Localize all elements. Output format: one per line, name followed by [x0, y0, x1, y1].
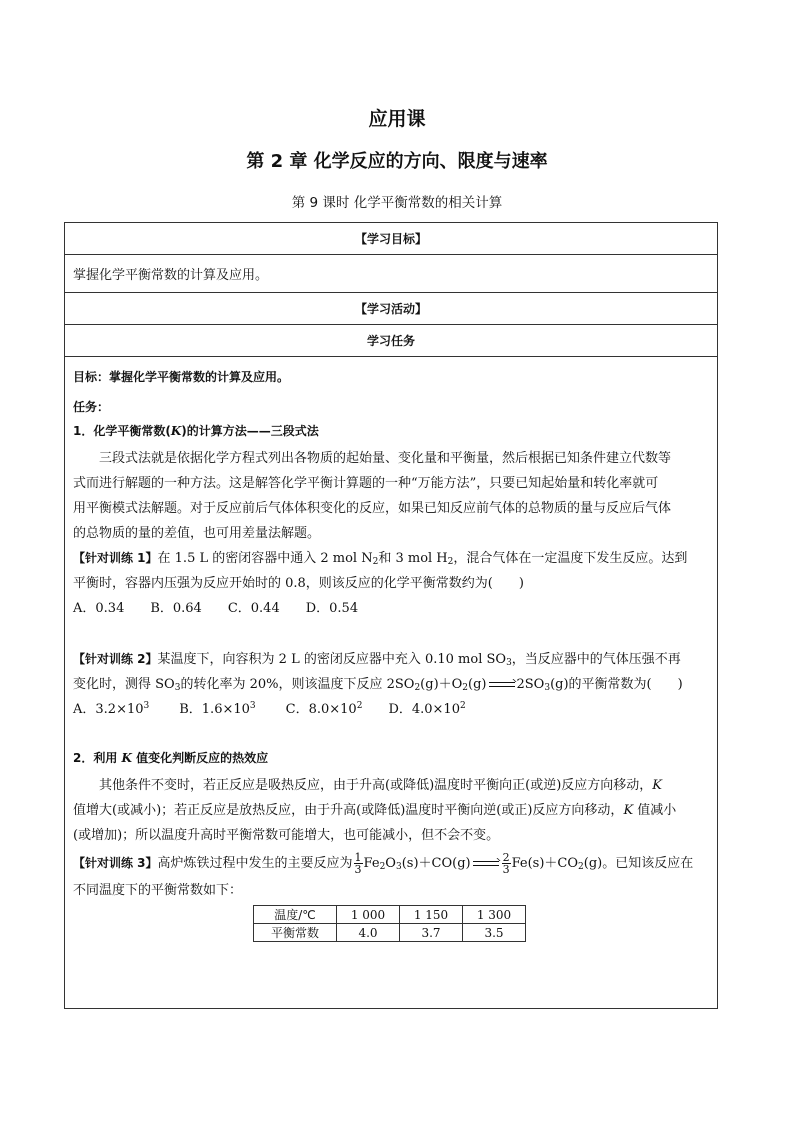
- question-1-line: 平衡时，容器内压强为反应开始时的 0.8，则该反应的化学平衡常数约为( ): [73, 576, 524, 591]
- chapter-title: 第 2 章 化学反应的方向、限度与速率: [246, 151, 548, 172]
- table-cell: 1 150: [400, 906, 463, 924]
- task-heading: 学习任务: [65, 325, 717, 357]
- table-cell: 4.0: [337, 924, 400, 942]
- table-row: [254, 924, 526, 942]
- worksheet-frame: [64, 222, 718, 1009]
- paragraph-2-line: (或增加)；所以温度升高时平衡常数可能增大，也可能减小，但不会不变。: [73, 828, 500, 843]
- goal-heading: 【学习目标】: [65, 223, 717, 255]
- item1-heading: 1．化学平衡常数(K)的计算方法——三段式法: [73, 424, 319, 438]
- lesson-title: 第 9 课时 化学平衡常数的相关计算: [291, 195, 503, 211]
- paragraph-2-line: 其他条件不变时，若正反应是吸热反应，由于升高(或降低)温度时平衡向正(或逆)反应方向移动，K: [99, 778, 663, 793]
- paragraph-1-line: 用平衡模式法解题。对于反应前后气体体积变化的反应，如果已知反应前气体的总物质的量与反应后气体: [73, 501, 672, 516]
- page-title: 应用课: [368, 108, 426, 130]
- paragraph-1-line: 式而进行解题的一种方法。这是解答化学平衡计算题的一种“万能方法”，只要已知起始量和转化率就可: [73, 476, 659, 491]
- equilibrium-arrow-icon: [473, 860, 499, 868]
- paragraph-2-line: 值增大(或减小)；若正反应是放热反应，由于升高(或降低)温度时平衡向逆(或正)反应方向移动，K 值减小: [73, 803, 677, 818]
- question-1-line: 【针对训练 1】在 1.5 L 的密闭容器中通入 2 mol $N_2$和 3 mol $H_2$，混合气体在一定温度下发生反应。达到: [73, 551, 688, 567]
- question-3-label: 【针对训练 3】: [73, 856, 158, 870]
- table-cell: 1 000: [337, 906, 400, 924]
- question-2-label: 【针对训练 2】: [73, 652, 158, 666]
- table-cell: 3.5: [463, 924, 526, 942]
- table-header-cell: 温度/℃: [254, 906, 337, 924]
- table-cell: 3.7: [400, 924, 463, 942]
- paragraph-1-line: 三段式法就是依据化学方程式列出各物质的起始量、变化量和平衡量，然后根据已知条件建立代数等: [99, 451, 672, 466]
- table-header-cell: 平衡常数: [254, 924, 337, 942]
- task-label: 任务：: [73, 400, 110, 414]
- question-3-line: 【针对训练 3】高炉炼铁过程中发生的主要反应为 $\frac{1}{3}$ $Fe_2O_3(s)+CO(g)$ $\frac{2}{3}$ $Fe(s)+CO_2(g)$。已知该反应在: [73, 851, 694, 876]
- goal-text: 掌握化学平衡常数的计算及应用。: [65, 255, 717, 293]
- equilibrium-constant-table: [253, 905, 526, 942]
- question-3-line: 不同温度下的平衡常数如下：: [73, 883, 243, 898]
- equilibrium-arrow-icon: [489, 681, 515, 689]
- question-2-line: 变化时，测得 $SO_3$的转化率为 20%，则该温度下反应 $2SO_2(g)+O_2(g)$ $2SO_3(g)$的平衡常数为( ): [73, 677, 683, 693]
- target-line: 目标：掌握化学平衡常数的计算及应用。: [73, 370, 290, 384]
- question-1-label: 【针对训练 1】: [73, 551, 158, 565]
- table-cell: 1 300: [463, 906, 526, 924]
- table-row: [254, 906, 526, 924]
- fraction-two-thirds: $\frac{2}{3}$: [502, 851, 510, 876]
- question-2-options: A．$3.2\times 10^3$ B．$1.6\times 10^3$ C．$8.0\times 10^2$ D．$4.0\times 10^2$: [73, 701, 466, 717]
- fraction-one-third: $\frac{1}{3}$: [354, 851, 362, 876]
- item2-heading: 2．利用 K 值变化判断反应的热效应: [73, 751, 269, 765]
- question-1-options: A．0.34 B．0.64 C．0.44 D．0.54: [73, 601, 359, 616]
- question-2-line: 【针对训练 2】某温度下，向容积为 2 L 的密闭反应器中充入 0.10 mol $SO_3$，当反应器中的气体压强不再: [73, 652, 681, 668]
- paragraph-1-line: 的总物质的量的差值，也可用差量法解题。: [73, 526, 321, 541]
- constants-table-wrap: [73, 904, 711, 944]
- activity-heading: 【学习活动】: [65, 293, 717, 325]
